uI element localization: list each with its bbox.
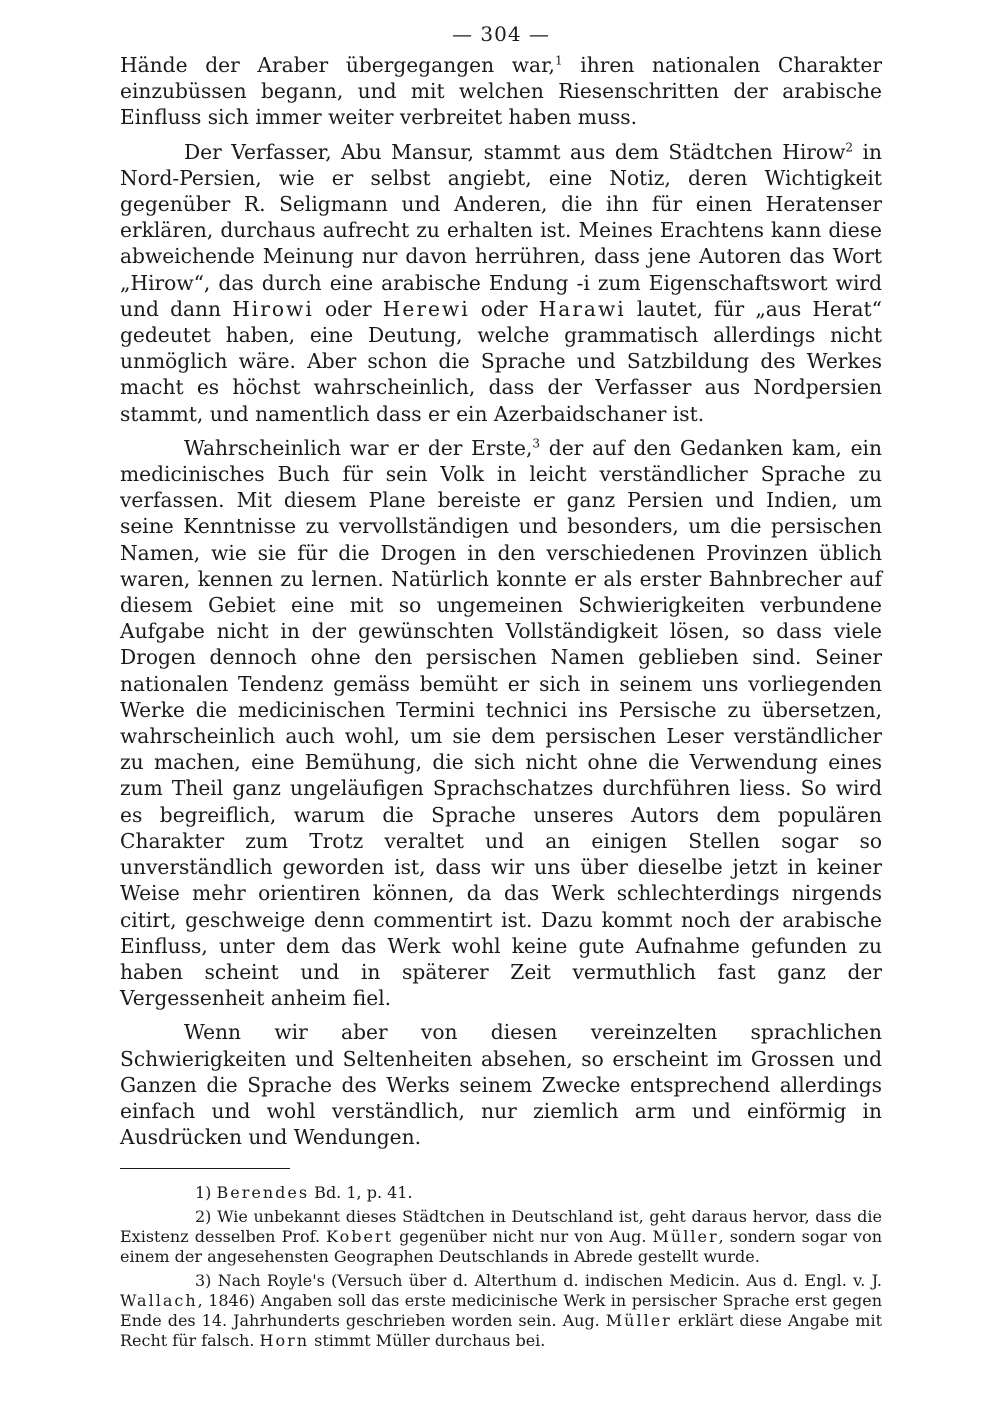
footnote-3 — [120, 1271, 882, 1351]
footnote-2 — [120, 1207, 882, 1267]
footnote-3-wallach: Wallach — [120, 1291, 198, 1311]
footnote-3-text-c: erklärt diese Angabe mit Recht für falsch. — [120, 1311, 882, 1351]
footnote-ref-1: 1 — [554, 53, 563, 68]
footnote-1 — [120, 1183, 882, 1203]
footnote-3-text-a: 3) Nach Royle's (Versuch über d. Alterthum d. indischen Medicin. Aus d. Engl. v. J. — [195, 1271, 882, 1291]
term-harawi: Harawi — [538, 296, 626, 321]
footnote-2-text-a: 2) Wie unbekannt dieses Städtchen in Deutschland ist, geht daraus hervor, dass die Existenz desselben Prof. — [120, 1207, 882, 1247]
document-page — [120, 22, 882, 1355]
paragraph-2 — [120, 139, 882, 427]
paragraph-3-text-b: der auf den Gedanken kam, ein medicinisches Buch für sein Volk in leicht verständlicher Sprache zu verfassen. Mit diesem Plane bereiste er ganz Persien und Indien, um seine Kenntnisse zu vervollständigen und besonders, um die persischen Namen, wie sie für die Drogen in den verschiedenen Provinzen üblich waren, kennen zu lernen. Natürlich konnte er als erster Bahnbrecher auf diesem Gebiet eine mit so ungemeinen Schwierigkeiten verbundene Aufgabe nicht in der gewünschten Vollständigkeit lösen, so dass viele Drogen dennoch ohne den persischen Namen geblieben sind. Seiner nationalen Tendenz gemäss bemüht er sich in seinem uns vorliegenden Werke die medicinischen Termini technici ins Persische zu übersetzen, wahrscheinlich auch wohl, um sie dem persischen Leser verständlicher zu machen, eine Bemühung, die sich nicht ohne die Verwendung eines zum Theil ganz ungeläufigen Sprachschatzes durchführen liess. So wird es begreiflich, warum die Sprache unseres Autors dem populären Charakter zum Trotz veraltet und an einigen Stellen sogar so unverständlich geworden ist, dass wir uns über dieselbe jetzt in keiner Weise mehr orientiren können, da das Werk schlechterdings nirgends citirt, geschweige denn commentirt ist. Dazu kommt noch der arabische Einfluss, unter dem das Werk wohl keine gute Aufnahme gefunden zu haben scheint und in späterer Zeit vermuthlich fast ganz der Vergessenheit anheim fiel. — [120, 435, 882, 1011]
footnotes — [120, 1183, 882, 1351]
page-number: — 304 — — [452, 22, 550, 46]
footnote-2-text-c: , sondern sogar von einem der angesehensten Geographen Deutschlands in Abrede gestellt wurde. — [120, 1227, 882, 1267]
conjunction-oder-2: oder — [469, 296, 539, 321]
footnote-1-marker: 1) — [195, 1183, 217, 1203]
footnote-3-horn: Horn — [259, 1331, 310, 1351]
footnote-divider — [120, 1168, 290, 1169]
term-herewi: Herewi — [382, 296, 470, 321]
paragraph-1 — [120, 52, 882, 131]
paragraph-3 — [120, 435, 882, 1011]
footnote-1-author: Berendes — [216, 1183, 310, 1203]
footnote-2-mueller: Müller — [652, 1227, 719, 1247]
footnote-2-text-b: gegenüber nicht nur von Aug. — [393, 1227, 653, 1247]
paragraph-2-text-c: lautet, für „aus Herat“ gedeutet haben, eine Deutung, welche grammatisch allerdings nicht unmöglich wäre. Aber schon die Sprache und Satzbildung des Werkes macht es höchst wahrscheinlich, dass der Verfasser aus Nordpersien stammt, und namentlich dass er ein Azerbaidschaner ist. — [120, 296, 882, 426]
footnote-3-mueller: Müller — [605, 1311, 672, 1331]
conjunction-oder-1: oder — [313, 296, 383, 321]
footnote-1-text: Bd. 1, p. 41. — [309, 1183, 413, 1203]
paragraph-3-text-a: Wahrscheinlich war er der Erste, — [184, 435, 533, 460]
term-hirowi: Hirowi — [232, 296, 314, 321]
paragraph-2-text-a: Der Verfasser, Abu Mansur, stammt aus dem Städtchen Hirow — [184, 139, 846, 164]
footnote-ref-3: 3 — [532, 436, 541, 451]
footnote-3-text-d: stimmt Müller durchaus bei. — [309, 1331, 546, 1351]
paragraph-4: Wenn wir aber von diesen vereinzelten sprachlichen Schwierigkeiten und Seltenheiten absehen, so erscheint im Grossen und Ganzen die Sprache des Werks seinem Zwecke entsprechend allerdings einfach und wohl verständlich, nur ziemlich arm und einförmig in Ausdrücken und Wendungen. — [120, 1020, 882, 1150]
main-text — [120, 52, 882, 1150]
footnote-2-kobert: Kobert — [326, 1227, 394, 1247]
paragraph-2-text-b: in Nord-Persien, wie er selbst angiebt, eine Notiz, deren Wichtigkeit gegenüber R. Seligmann und Anderen, die ihn für einen Heratenser erklären, durchaus aufrecht zu erhalten ist. Meines Erachtens kann diese abweichende Meinung nur davon herrühren, dass jene Autoren das Wort „Hirow“, das durch eine arabische Endung -i zum Eigenschaftswort wird und dann — [120, 139, 882, 321]
paragraph-1-text: Hände der Araber übergegangen war, — [120, 53, 555, 77]
footnote-3-text-b: , 1846) Angaben soll das erste medicinische Werk in persischer Sprache erst gegen Ende des 14. Jahrhunderts geschrieben worden sein. Aug. — [120, 1291, 882, 1331]
paragraph-1-rest: ihren nationalen Charakter einzubüssen begann, und mit welchen Riesenschritten der arabische Einfluss sich immer weiter verbreitet haben muss. — [120, 53, 882, 130]
footnote-ref-2: 2 — [845, 139, 854, 154]
